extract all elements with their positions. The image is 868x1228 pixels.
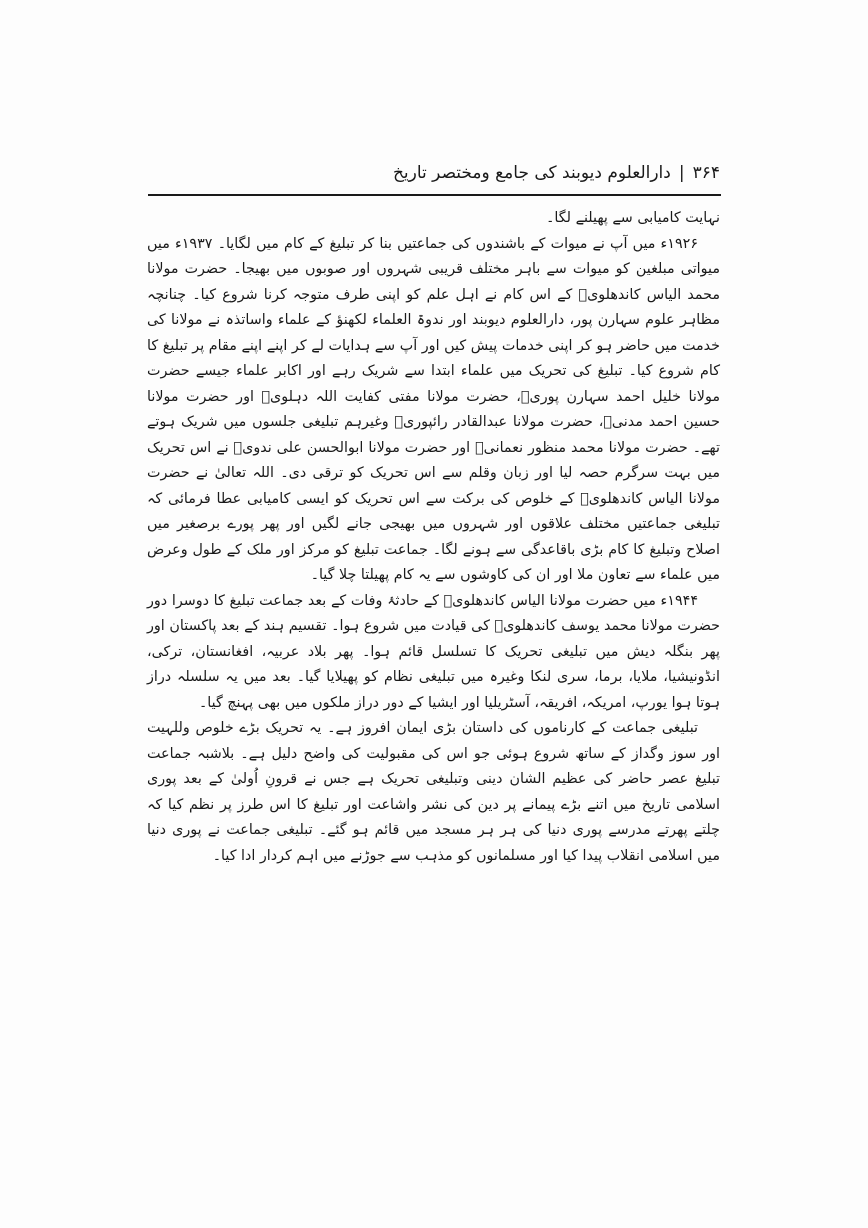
paragraph-achievements: تبلیغی جماعت کے کارناموں کی داستان بڑی ایمان افروز ہے۔ یہ تحریک بڑے خلوص وللہیت اور سوز وگداز کے ساتھ شروع ہوئی جو اس کی مقبولیت کی واضح دلیل ہے۔ بلاشبہ جماعت تبلیغ عصر حاضر کی عظیم الشان دینی وتبلیغی تحریک ہے جس نے قرونِ اُولیٰ کے بعد پوری اسلامی تاریخ میں اتنے بڑے پیمانے پر دین کی نشر واشاعت اور تبلیغ کا اس طرز پر نظم کیا کہ چلتے پھرتے مدرسے پوری دنیا کی ہر ہر مسجد میں قائم ہو گئے۔ تبلیغی جماعت نے پوری دنیا میں اسلامی انقلاب پیدا کیا اور مسلمانوں کو مذہب سے جوڑنے میں اہم کردار ادا کیا۔ bbox=[147, 720, 720, 864]
book-title: دارالعلوم دیوبند کی جامع ومختصر تاریخ bbox=[392, 163, 671, 183]
body-text bbox=[147, 206, 720, 869]
page-number: ۳۶۴ bbox=[692, 163, 720, 183]
paragraph-tablighi-beginnings: ۱۹۲۶ء میں آپ نے میوات کے باشندوں کی جماعتیں بنا کر تبلیغ کے کام میں لگایا۔ ۱۹۳۷ء میں میواتی مبلغین کو میوات سے باہر مختلف قریبی شہروں اور صوبوں میں بھیجا۔ حضرت مولانا محمد الیاس کاندھلویؒ کے اس کام نے اہل علم کو اپنی طرف متوجہ کرنا شروع کیا۔ چنانچہ مظاہر علوم سہارن پور، دارالعلوم دیوبند اور ندوۃ العلماء لکھنؤ کے علماء واساتذہ نے مولانا کی خدمت میں حاضر ہو کر اپنی خدمات پیش کیں اور آپ سے ہدایات لے کر اپنے اپنے مقام پر تبلیغ کا کام شروع کیا۔ تبلیغ کی تحریک میں علماء ابتدا سے شریک رہے اور اکابر علماء جیسے حضرت مولانا خلیل احمد سہارن پوریؒ، حضرت مولانا مفتی کفایت اللہ دہلویؒ اور حضرت مولانا حسین احمد مدنیؒ، حضرت مولانا عبدالقادر رائپوریؒ وغیرہم تبلیغی جلسوں میں شریک ہوتے تھے۔ حضرت مولانا محمد منظور نعمانیؒ اور حضرت مولانا ابوالحسن علی ندویؒ نے اس تحریک میں بہت سرگرم حصہ لیا اور زبان وقلم سے اس تحریک کو ترقی دی۔ اللہ تعالیٰ نے حضرت مولانا الیاس کاندھلویؒ کے خلوص کی برکت سے اس تحریک کو ایسی کامیابی عطا فرمائی کہ تبلیغی جماعتیں مختلف علاقوں اور شہروں میں بھیجی جانے لگیں اور پھر پورے برصغیر میں اصلاح وتبلیغ کا کام بڑی باقاعدگی سے ہونے لگا۔ جماعت تبلیغ کو مرکز اور ملک کے طول وعرض میں علماء سے تعاون ملا اور ان کی کاوشوں سے یہ کام پھیلتا چلا گیا۔ bbox=[147, 235, 720, 583]
paragraph-second-era: ۱۹۴۴ء میں حضرت مولانا الیاس کاندھلویؒ کے حادثۂ وفات کے بعد جماعت تبلیغ کا دوسرا دور حضرت مولانا محمد یوسف کاندھلویؒ کی قیادت میں شروع ہوا۔ تقسیم ہند کے بعد پاکستان اور پھر بنگلہ دیش میں تبلیغی تحریک کا تسلسل قائم ہوا۔ پھر بلاد عربیہ، افغانستان، ترکی، انڈونیشیا، ملایا، برما، سری لنکا وغیرہ میں تبلیغی نظام کو پھیلایا گیا۔ بعد میں یہ سلسلہ دراز ہوتا ہوا یورپ، امریکہ، افریقہ، آسٹریلیا اور ایشیا کے دور دراز ملکوں میں بھی پہنچ گیا۔ bbox=[147, 592, 720, 711]
running-header bbox=[148, 158, 720, 188]
paragraph-continuation: نہایت کامیابی سے پھیلنے لگا۔ bbox=[546, 210, 720, 226]
header-rule bbox=[148, 194, 721, 196]
header-separator: | bbox=[678, 163, 685, 183]
